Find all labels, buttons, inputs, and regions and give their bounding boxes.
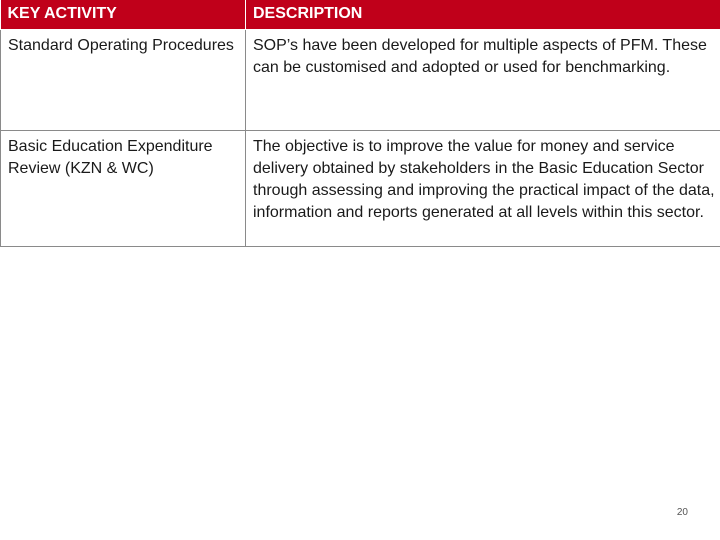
activity-cell: Standard Operating Procedures bbox=[1, 30, 246, 131]
description-cell: The objective is to improve the value for money and service delivery obtained by stakeholders in the Basic Education Sector through assessing and improving the practical impact of the data, information and reports generated at all levels within this sector. bbox=[246, 131, 720, 247]
table-row bbox=[1, 131, 720, 247]
page-number: 20 bbox=[676, 507, 688, 518]
header-description: DESCRIPTION bbox=[246, 0, 720, 30]
activities-table bbox=[0, 0, 720, 247]
activity-cell: Basic Education Expenditure Review (KZN & WC) bbox=[1, 131, 246, 247]
header-key-activity: KEY ACTIVITY bbox=[1, 0, 246, 30]
table-header bbox=[1, 0, 720, 30]
description-cell: SOP’s have been developed for multiple aspects of PFM. These can be customised and adopted or used for benchmarking. bbox=[246, 30, 720, 131]
table-row bbox=[1, 30, 720, 131]
header-row bbox=[1, 0, 720, 30]
